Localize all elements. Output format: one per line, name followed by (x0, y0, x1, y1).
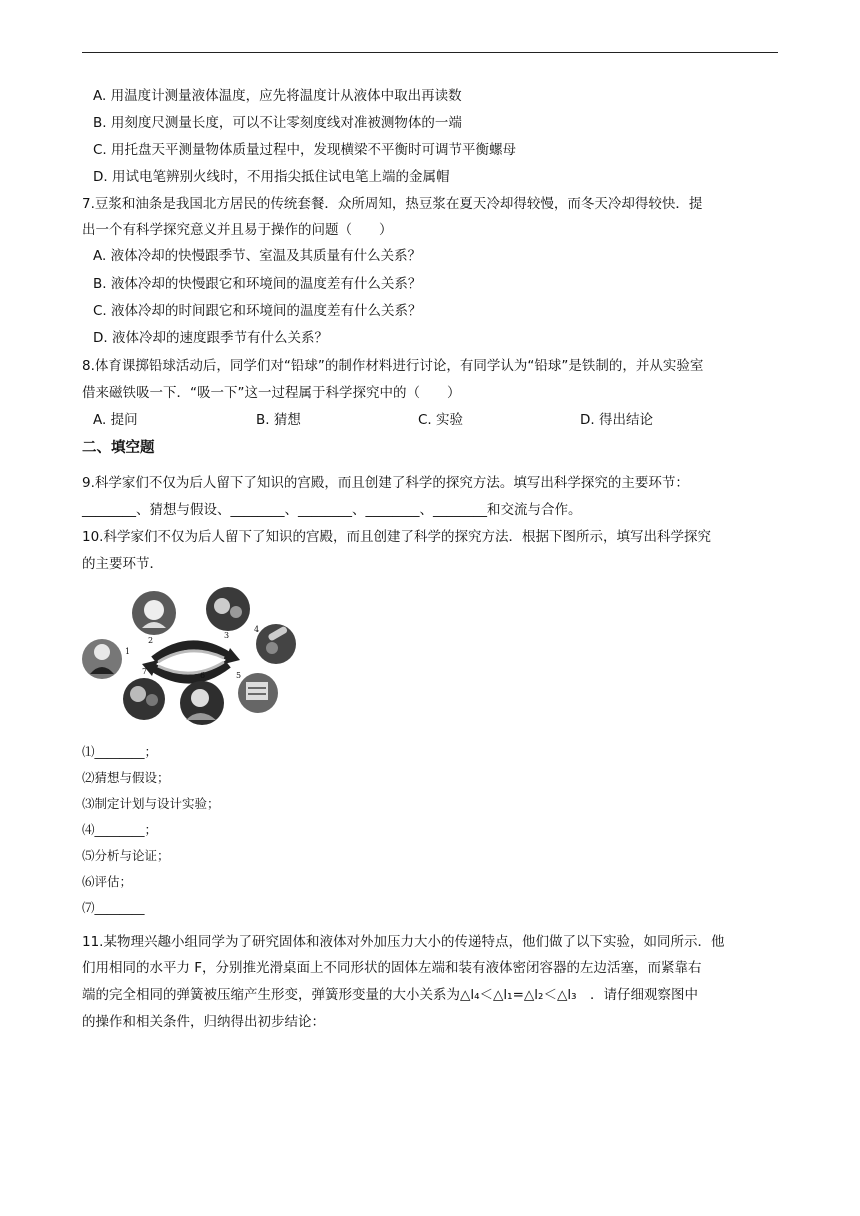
q11-stem-line2: 们用相同的水平力 F，分别推光滑桌面上不同形状的固体左端和装有液体密闭容器的左边活塞，而紧靠右 (82, 960, 702, 976)
q10-item-5: ⑸分析与论证； (82, 848, 170, 863)
figure-label-6: 6 (200, 671, 206, 680)
figure-label-4: 4 (254, 625, 260, 634)
q10-item-6: ⑹评估； (82, 874, 133, 889)
q10-item-1: ⑴________； (82, 744, 158, 759)
section-heading-fill-in: 二、填空题 (82, 440, 155, 456)
figure-label-5: 5 (236, 671, 242, 680)
q7-stem-line2: 出一个有科学探究意义并且易于操作的问题（ ） (82, 222, 393, 238)
q8-option-a: A. 提问 (93, 412, 138, 428)
figure-step-2-icon (132, 591, 176, 635)
q11-stem-line1: 11.某物理兴趣小组同学为了研究固体和液体对外加压力大小的传递特点，他们做了以下实验，如同所示．他 (82, 934, 725, 950)
q10-item-4: ⑷________； (82, 822, 158, 837)
q8-stem-line1: 8.体育课掷铅球活动后，同学们对“铅球”的制作材料进行讨论，有同学认为“铅球”是铁制的，并从实验室 (82, 358, 704, 374)
q8-option-c: C. 实验 (418, 412, 464, 428)
inquiry-cycle-figure (82, 582, 300, 732)
q10-stem-line2: 的主要环节． (82, 556, 163, 572)
figure-step-3-icon (206, 587, 250, 631)
q7-option-b: B. 液体冷却的快慢跟它和环境间的温度差有什么关系？ (93, 276, 422, 292)
q6-option-d: D. 用试电笔辨别火线时，不用指尖抵住试电笔上端的金属帽 (93, 169, 450, 185)
q10-item-7: ⑺________ (82, 900, 145, 915)
q7-option-c: C. 液体冷却的时间跟它和环境间的温度差有什么关系？ (93, 303, 422, 319)
figure-step-1-icon (82, 639, 122, 679)
figure-label-3: 3 (224, 631, 230, 640)
figure-step-5-icon (238, 673, 278, 713)
q10-stem-line1: 10.科学家们不仅为后人留下了知识的宫殿，而且创建了科学的探究方法．根据下图所示，填写出科学探究 (82, 529, 711, 545)
q10-item-2: ⑵猜想与假设； (82, 770, 170, 785)
figure-step-6-icon (180, 681, 224, 725)
q6-option-a: A. 用温度计测量液体温度，应先将温度计从液体中取出再读数 (93, 88, 462, 104)
q7-option-a: A. 液体冷却的快慢跟季节、室温及其质量有什么关系？ (93, 248, 422, 264)
q7-stem-line1: 7.豆浆和油条是我国北方居民的传统套餐．众所周知，热豆浆在夏天冷却得较慢，而冬天冷却得较快．提 (82, 196, 703, 212)
header-rule (82, 52, 778, 53)
q8-option-b: B. 猜想 (256, 412, 301, 428)
figure-label-2: 2 (148, 636, 154, 645)
figure-label-7: 7 (142, 667, 148, 676)
q11-stem-line3: 端的完全相同的弹簧被压缩产生形变，弹簧形变量的大小关系为△l₄＜△l₁=△l₂＜△l₃ ．请仔细观察图中 (82, 987, 698, 1003)
q8-stem-line2: 借来磁铁吸一下．“吸一下”这一过程属于科学探究中的（ ） (82, 385, 461, 401)
q6-option-c: C. 用托盘天平测量物体质量过程中，发现横梁不平衡时可调节平衡螺母 (93, 142, 517, 158)
figure-step-4-icon (256, 624, 296, 664)
q11-stem-line4: 的操作和相关条件，归纳得出初步结论： (82, 1014, 325, 1030)
figure-step-7-icon (123, 678, 165, 720)
q7-option-d: D. 液体冷却的速度跟季节有什么关系？ (93, 330, 328, 346)
figure-label-1: 1 (125, 647, 131, 656)
q9-stem-line1: 9.科学家们不仅为后人留下了知识的宫殿，而且创建了科学的探究方法。填写出科学探究的主要环节： (82, 475, 689, 491)
q6-option-b: B. 用刻度尺测量长度，可以不让零刻度线对准被测物体的一端 (93, 115, 462, 131)
q9-stem-line2: ________、猜想与假设、________、________、________、________和交流与合作。 (82, 502, 582, 518)
q8-option-d: D. 得出结论 (580, 412, 653, 428)
q10-item-3: ⑶制定计划与设计实验； (82, 796, 220, 811)
